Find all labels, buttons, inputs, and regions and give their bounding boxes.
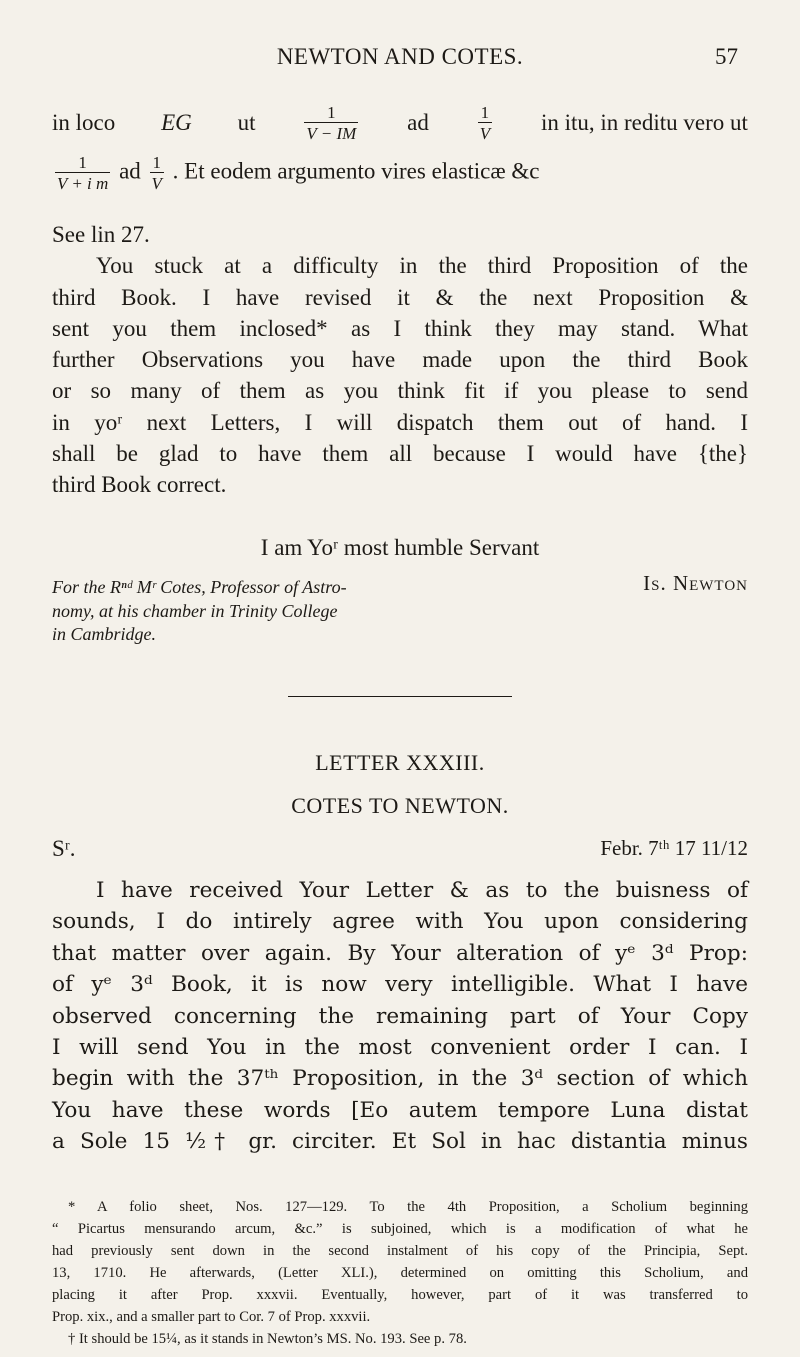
math-var-eg: EG — [161, 110, 192, 135]
section-divider — [288, 696, 512, 697]
math-line-1 — [52, 104, 748, 142]
address-line: in Cambridge. — [52, 624, 157, 644]
text-line: sent you them inclosed* as I think they may stand. What — [52, 315, 748, 341]
text-line: further Observations you have made upon the third Book — [52, 347, 748, 373]
see-line: See lin 27. — [52, 222, 150, 247]
footnote-line: Prop. xix., and a smaller part to Cor. 7 of Prop. xxxvii. — [52, 1309, 371, 1325]
text-line: You stuck at a difficulty in the third Proposition of the — [96, 253, 748, 279]
letter1-body — [52, 219, 748, 501]
math-ad-2: ad — [119, 158, 141, 184]
text-line: observed concerning the remaining part of Your Copy — [52, 1003, 748, 1029]
address-line: For the Rⁿᵈ Mʳ Cotes, Professor of Astro- — [52, 577, 347, 597]
footnote-line: * A folio sheet, Nos. 127—129. To the 4th Proposition, a Scholium beginning — [68, 1199, 748, 1215]
footnote-line: placing it after Prop. xxxvii. Eventually, however, part of it was transferred to — [52, 1287, 748, 1303]
math-ut: ut — [237, 110, 256, 135]
letter1-signature: Is. Newton — [643, 571, 748, 595]
address-line: nomy, at his chamber in Trinity College — [52, 600, 338, 621]
footnote-line: had previously sent down in the second instalment of his copy of the Principia, Sept. — [52, 1243, 748, 1259]
text-line: or so many of them as you think fit if you please to send — [52, 378, 748, 404]
math-line-2 — [52, 154, 540, 192]
text-line: begin with the 37ᵗʰ Proposition, in the 3ᵈ section of which — [52, 1066, 748, 1092]
footnotes — [52, 1196, 748, 1350]
text-line: that matter over again. By Your alteration of yᵉ 3ᵈ Prop: — [52, 940, 748, 966]
text-line: in yoʳ next Letters, I will dispatch them out of hand. I — [52, 409, 748, 435]
letter2-subtitle: COTES TO NEWTON. — [291, 793, 509, 818]
letter1-closing: I am Yoʳ most humble Servant — [260, 535, 540, 560]
text-line: third Book. I have revised it & the next Proposition & — [52, 284, 748, 310]
math-line2-suffix: . Et eodem argumento vires elasticæ &c — [172, 158, 540, 184]
fraction-4: $\frac{1}{V}$ — [151, 153, 162, 193]
text-line: I have received Your Letter & as to the buisness of — [96, 878, 748, 903]
text-line: a Sole 15 ½† gr. circiter. Et Sol in hac distantia minus — [52, 1129, 748, 1155]
running-head: NEWTON AND COTES. — [276, 44, 524, 69]
text-line: of yᵉ 3ᵈ Book, it is now very intelligible. What I have — [52, 972, 748, 998]
page-number: 57 — [715, 44, 738, 69]
footnote-line: 13, 1710. He afterwards, (Letter XLI.), determined on omitting this Scholium, and — [52, 1265, 748, 1281]
letter2-date: Febr. 7ᵗʰ 17 11/12 — [600, 836, 748, 860]
text-line: sounds, I do intirely agree with You upon considering — [52, 909, 748, 935]
letter2-title: LETTER XXXIII. — [315, 750, 485, 775]
math-line1-suffix: in itu, in reditu vero ut — [540, 110, 748, 135]
fraction-1: $\frac{1}{V - IM}$ — [306, 103, 357, 143]
letter2-salutation: Sʳ. — [52, 836, 76, 861]
footnote-line: “ Picartus mensurando arcum, &c.” is subjoined, which is a modification of what he — [52, 1221, 748, 1237]
text-line: shall be glad to have them all because I would have {the} — [52, 441, 748, 467]
letter1-address — [52, 576, 472, 647]
fraction-2: $\frac{1}{V}$ — [479, 103, 491, 143]
footnote-line: † It should be 15¼, as it stands in Newton’s MS. No. 193. See p. 78. — [68, 1331, 467, 1347]
text-line: I will send You in the most convenient order I can. I — [52, 1035, 748, 1061]
math-ad-1: ad — [407, 110, 429, 135]
text-line: third Book correct. — [52, 472, 227, 498]
math-prefix: in loco — [52, 110, 116, 135]
text-line: You have these words [Eo autem tempore Luna distat — [52, 1097, 748, 1123]
letter2-body — [52, 875, 748, 1158]
fraction-3: $\frac{1}{\text{V + i m}}$ — [57, 153, 109, 193]
